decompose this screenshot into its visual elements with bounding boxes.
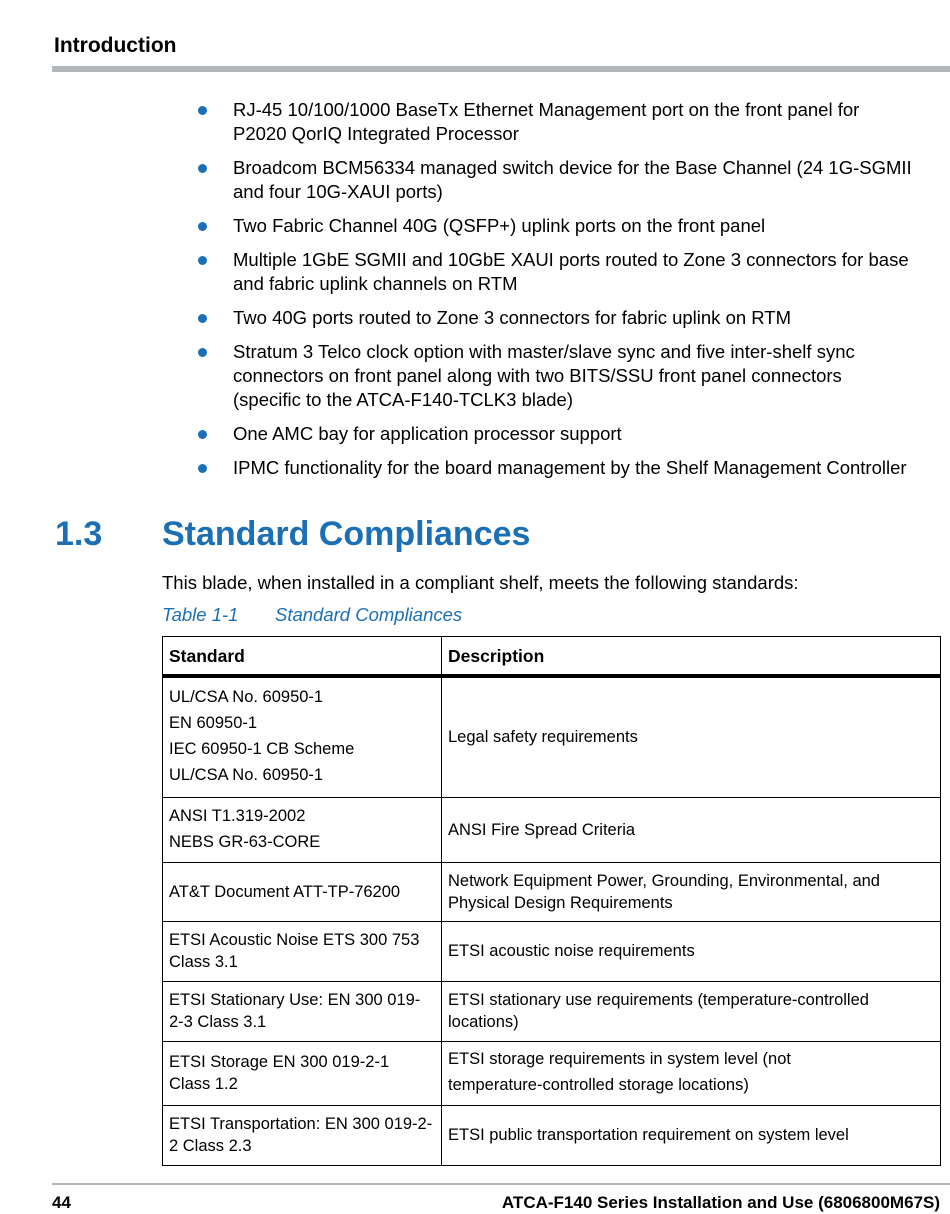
bullet-text-line: P2020 QorIQ Integrated Processor	[233, 123, 519, 144]
footer-page-number: 44	[52, 1193, 71, 1212]
bullet-text-line: (specific to the ATCA-F140-TCLK3 blade)	[233, 389, 573, 410]
cell-description	[442, 676, 941, 797]
bullet-item	[196, 214, 950, 238]
standard-text-line: Class 3.1	[169, 953, 238, 971]
bullet-dot-icon	[198, 430, 207, 439]
standard-text-line: ETSI Storage EN 300 019-2-1	[169, 1053, 390, 1071]
bullet-text-line: connectors on front panel along with two BITS/SSU front panel connectors	[233, 365, 842, 386]
standard-text-line: 2-3 Class 3.1	[169, 1013, 267, 1031]
bullet-item	[196, 340, 950, 412]
section-number: 1.3	[55, 515, 103, 553]
standard-text-line: ETSI Transportation: EN 300 019-2-	[169, 1115, 433, 1133]
table-row	[163, 981, 941, 1041]
bullet-dot-icon	[198, 256, 207, 265]
cell-standard	[163, 1041, 442, 1105]
description-text-line: Network Equipment Power, Grounding, Environmental, and	[448, 871, 880, 890]
cell-standard	[163, 862, 442, 921]
standard-text-line: Class 1.2	[169, 1075, 238, 1093]
standard-text-line: EN 60950-1	[169, 714, 258, 733]
cell-description	[442, 862, 941, 921]
bullet-text-line: Two Fabric Channel 40G (QSFP+) uplink ports on the front panel	[233, 215, 766, 236]
cell-standard	[163, 1105, 442, 1165]
bullet-dot-icon	[198, 106, 207, 115]
cell-standard	[163, 797, 442, 862]
description-text-line: Legal safety requirements	[448, 728, 638, 747]
compliance-table	[162, 636, 941, 1166]
bullet-dot-icon	[198, 222, 207, 231]
description-text-line: ETSI storage requirements in system level (not	[448, 1050, 791, 1068]
table-caption	[162, 604, 462, 626]
column-header-description: Description	[442, 637, 941, 677]
cell-description	[442, 1041, 941, 1105]
table-row	[163, 921, 941, 981]
table-header-row	[163, 637, 941, 677]
cell-standard	[163, 921, 442, 981]
footer-rule	[52, 1183, 950, 1185]
standard-text-line: ETSI Acoustic Noise ETS 300 753	[169, 931, 420, 949]
bullet-item	[196, 306, 950, 330]
description-text-line: ANSI Fire Spread Criteria	[448, 820, 636, 839]
bullet-text-line: and four 10G-XAUI ports)	[233, 181, 443, 202]
description-text-line: ETSI stationary use requirements (temperature-controlled	[448, 991, 869, 1009]
cell-description	[442, 797, 941, 862]
description-text-line: ETSI public transportation requirement on system level	[448, 1126, 849, 1144]
bullet-text-line: RJ-45 10/100/1000 BaseTx Ethernet Management port on the front panel for	[233, 99, 860, 120]
cell-description	[442, 921, 941, 981]
standard-text-line: UL/CSA No. 60950-1	[169, 766, 324, 785]
bullet-text-line: Stratum 3 Telco clock option with master/slave sync and five inter-shelf sync	[233, 341, 855, 362]
bullet-text-line: Two 40G ports routed to Zone 3 connectors for fabric uplink on RTM	[233, 307, 792, 328]
standard-text-line: UL/CSA No. 60950-1	[169, 688, 324, 707]
table-row	[163, 1105, 941, 1165]
bullet-text-line: IPMC functionality for the board management by the Shelf Management Controller	[233, 457, 907, 478]
table-row	[163, 862, 941, 921]
bullet-text-line: One AMC bay for application processor support	[233, 423, 622, 444]
description-text-line: locations)	[448, 1013, 519, 1031]
bullet-item	[196, 456, 950, 480]
bullet-dot-icon	[198, 314, 207, 323]
section-heading	[55, 515, 530, 554]
bullet-item	[196, 98, 950, 146]
table-caption-number: Table 1-1	[162, 604, 239, 625]
description-text-line: ETSI acoustic noise requirements	[448, 942, 695, 960]
standard-text-line: AT&T Document ATT-TP-76200	[169, 882, 401, 901]
standard-text-line: IEC 60950-1 CB Scheme	[169, 740, 355, 759]
bullet-dot-icon	[198, 348, 207, 357]
standard-text-line: NEBS GR-63-CORE	[169, 832, 321, 851]
cell-description	[442, 1105, 941, 1165]
table-caption-title: Standard Compliances	[275, 604, 463, 625]
cell-description	[442, 981, 941, 1041]
bullet-item	[196, 422, 950, 446]
bullet-dot-icon	[198, 464, 207, 473]
table-row	[163, 797, 941, 862]
standard-text-line: ANSI T1.319-2002	[169, 806, 306, 825]
header-rule	[52, 66, 950, 72]
table-row	[163, 1041, 941, 1105]
feature-bullet-list	[196, 98, 950, 490]
column-header-standard: Standard	[163, 637, 442, 677]
cell-standard	[163, 676, 442, 797]
intro-paragraph: This blade, when installed in a compliant shelf, meets the following standards:	[162, 572, 799, 593]
bullet-text-line: and fabric uplink channels on RTM	[233, 273, 518, 294]
description-text-line: Physical Design Requirements	[448, 893, 673, 912]
bullet-text-line: Broadcom BCM56334 managed switch device for the Base Channel (24 1G-SGMII	[233, 157, 912, 178]
running-header-title: Introduction	[54, 34, 177, 57]
standard-text-line: ETSI Stationary Use: EN 300 019-	[169, 991, 421, 1009]
cell-standard	[163, 981, 442, 1041]
table-row	[163, 676, 941, 797]
footer-document-title: ATCA-F140 Series Installation and Use (6806800M67S)	[501, 1193, 940, 1212]
section-title: Standard Compliances	[162, 515, 531, 553]
bullet-item	[196, 156, 950, 204]
standard-text-line: 2 Class 2.3	[169, 1137, 252, 1155]
bullet-text-line: Multiple 1GbE SGMII and 10GbE XAUI ports routed to Zone 3 connectors for base	[233, 249, 909, 270]
bullet-dot-icon	[198, 164, 207, 173]
bullet-item	[196, 248, 950, 296]
description-text-line: temperature-controlled storage locations)	[448, 1076, 749, 1094]
